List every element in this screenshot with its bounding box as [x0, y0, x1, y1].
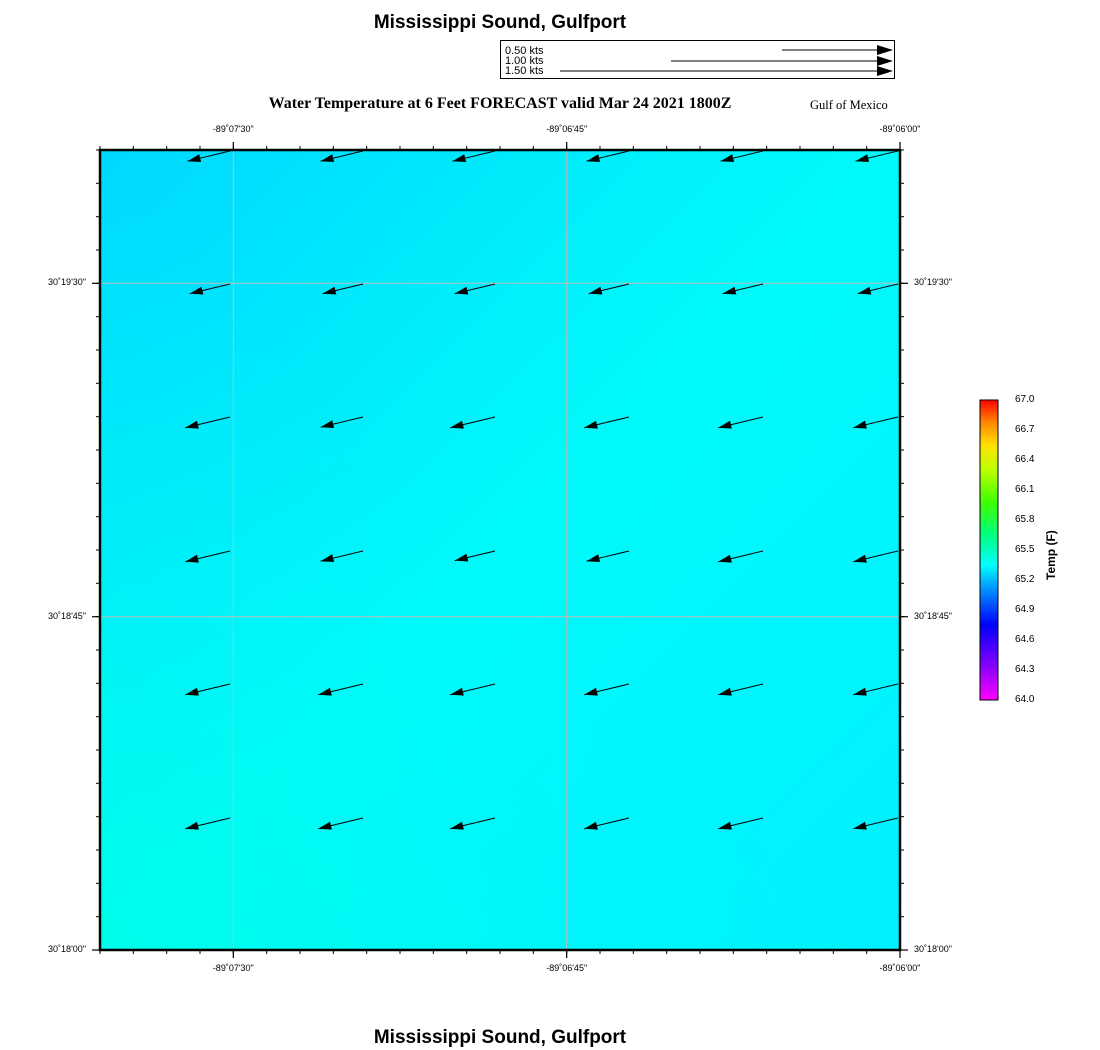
speed-legend-label-2: 1.50 kts [505, 65, 544, 77]
temperature-field-overlay [100, 150, 900, 950]
latitude-label-left: 30˚19'30" [48, 277, 86, 288]
colorbar-tick-label: 66.7 [1015, 424, 1035, 435]
speed-legend-label-0: 0.50 kts [505, 45, 544, 57]
longitude-label-bottom: -89˚07'30" [212, 963, 254, 973]
colorbar-tick-label: 64.9 [1015, 604, 1035, 615]
longitude-label-top: -89˚06'00" [879, 124, 921, 134]
longitude-label-top: -89˚07'30" [212, 124, 254, 134]
colorbar-tick-label: 65.8 [1015, 514, 1035, 525]
latitude-label-right: 30˚18'00" [914, 944, 952, 954]
colorbar-tick-label: 67.0 [1015, 394, 1035, 405]
colorbar-tick-label: 66.1 [1015, 484, 1035, 495]
colorbar-fill [980, 400, 998, 700]
latitude-label-right: 30˚19'30" [914, 277, 952, 288]
region-label: Gulf of Mexico [810, 98, 888, 112]
latitude-label-left: 30˚18'45" [48, 610, 86, 621]
colorbar-tick-label: 65.2 [1015, 574, 1035, 585]
longitude-label-bottom: -89˚06'45" [546, 963, 588, 973]
latitude-label-right: 30˚18'45" [914, 610, 952, 621]
colorbar-tick-label: 66.4 [1015, 454, 1035, 465]
colorbar-tick-label: 64.3 [1015, 664, 1035, 675]
colorbar-tick-label: 65.5 [1015, 544, 1035, 555]
longitude-label-top: -89˚06'45" [546, 124, 588, 134]
colorbar-tick-label: 64.0 [1015, 694, 1035, 705]
map-title: Mississippi Sound, Gulfport [373, 12, 627, 33]
colorbar-tick-label: 64.6 [1015, 634, 1035, 645]
latitude-label-left: 30˚18'00" [48, 944, 86, 954]
colorbar-title: Temp (F) [1044, 530, 1058, 580]
colorbar [975, 395, 1005, 707]
map-footer-title: Mississippi Sound, Gulfport [373, 1027, 627, 1048]
speed-legend-label-1: 1.00 kts [505, 55, 544, 67]
map-subtitle: Water Temperature at 6 Feet FORECAST valid Mar 24 2021 1800Z [268, 95, 732, 112]
longitude-label-bottom: -89˚06'00" [879, 963, 921, 973]
